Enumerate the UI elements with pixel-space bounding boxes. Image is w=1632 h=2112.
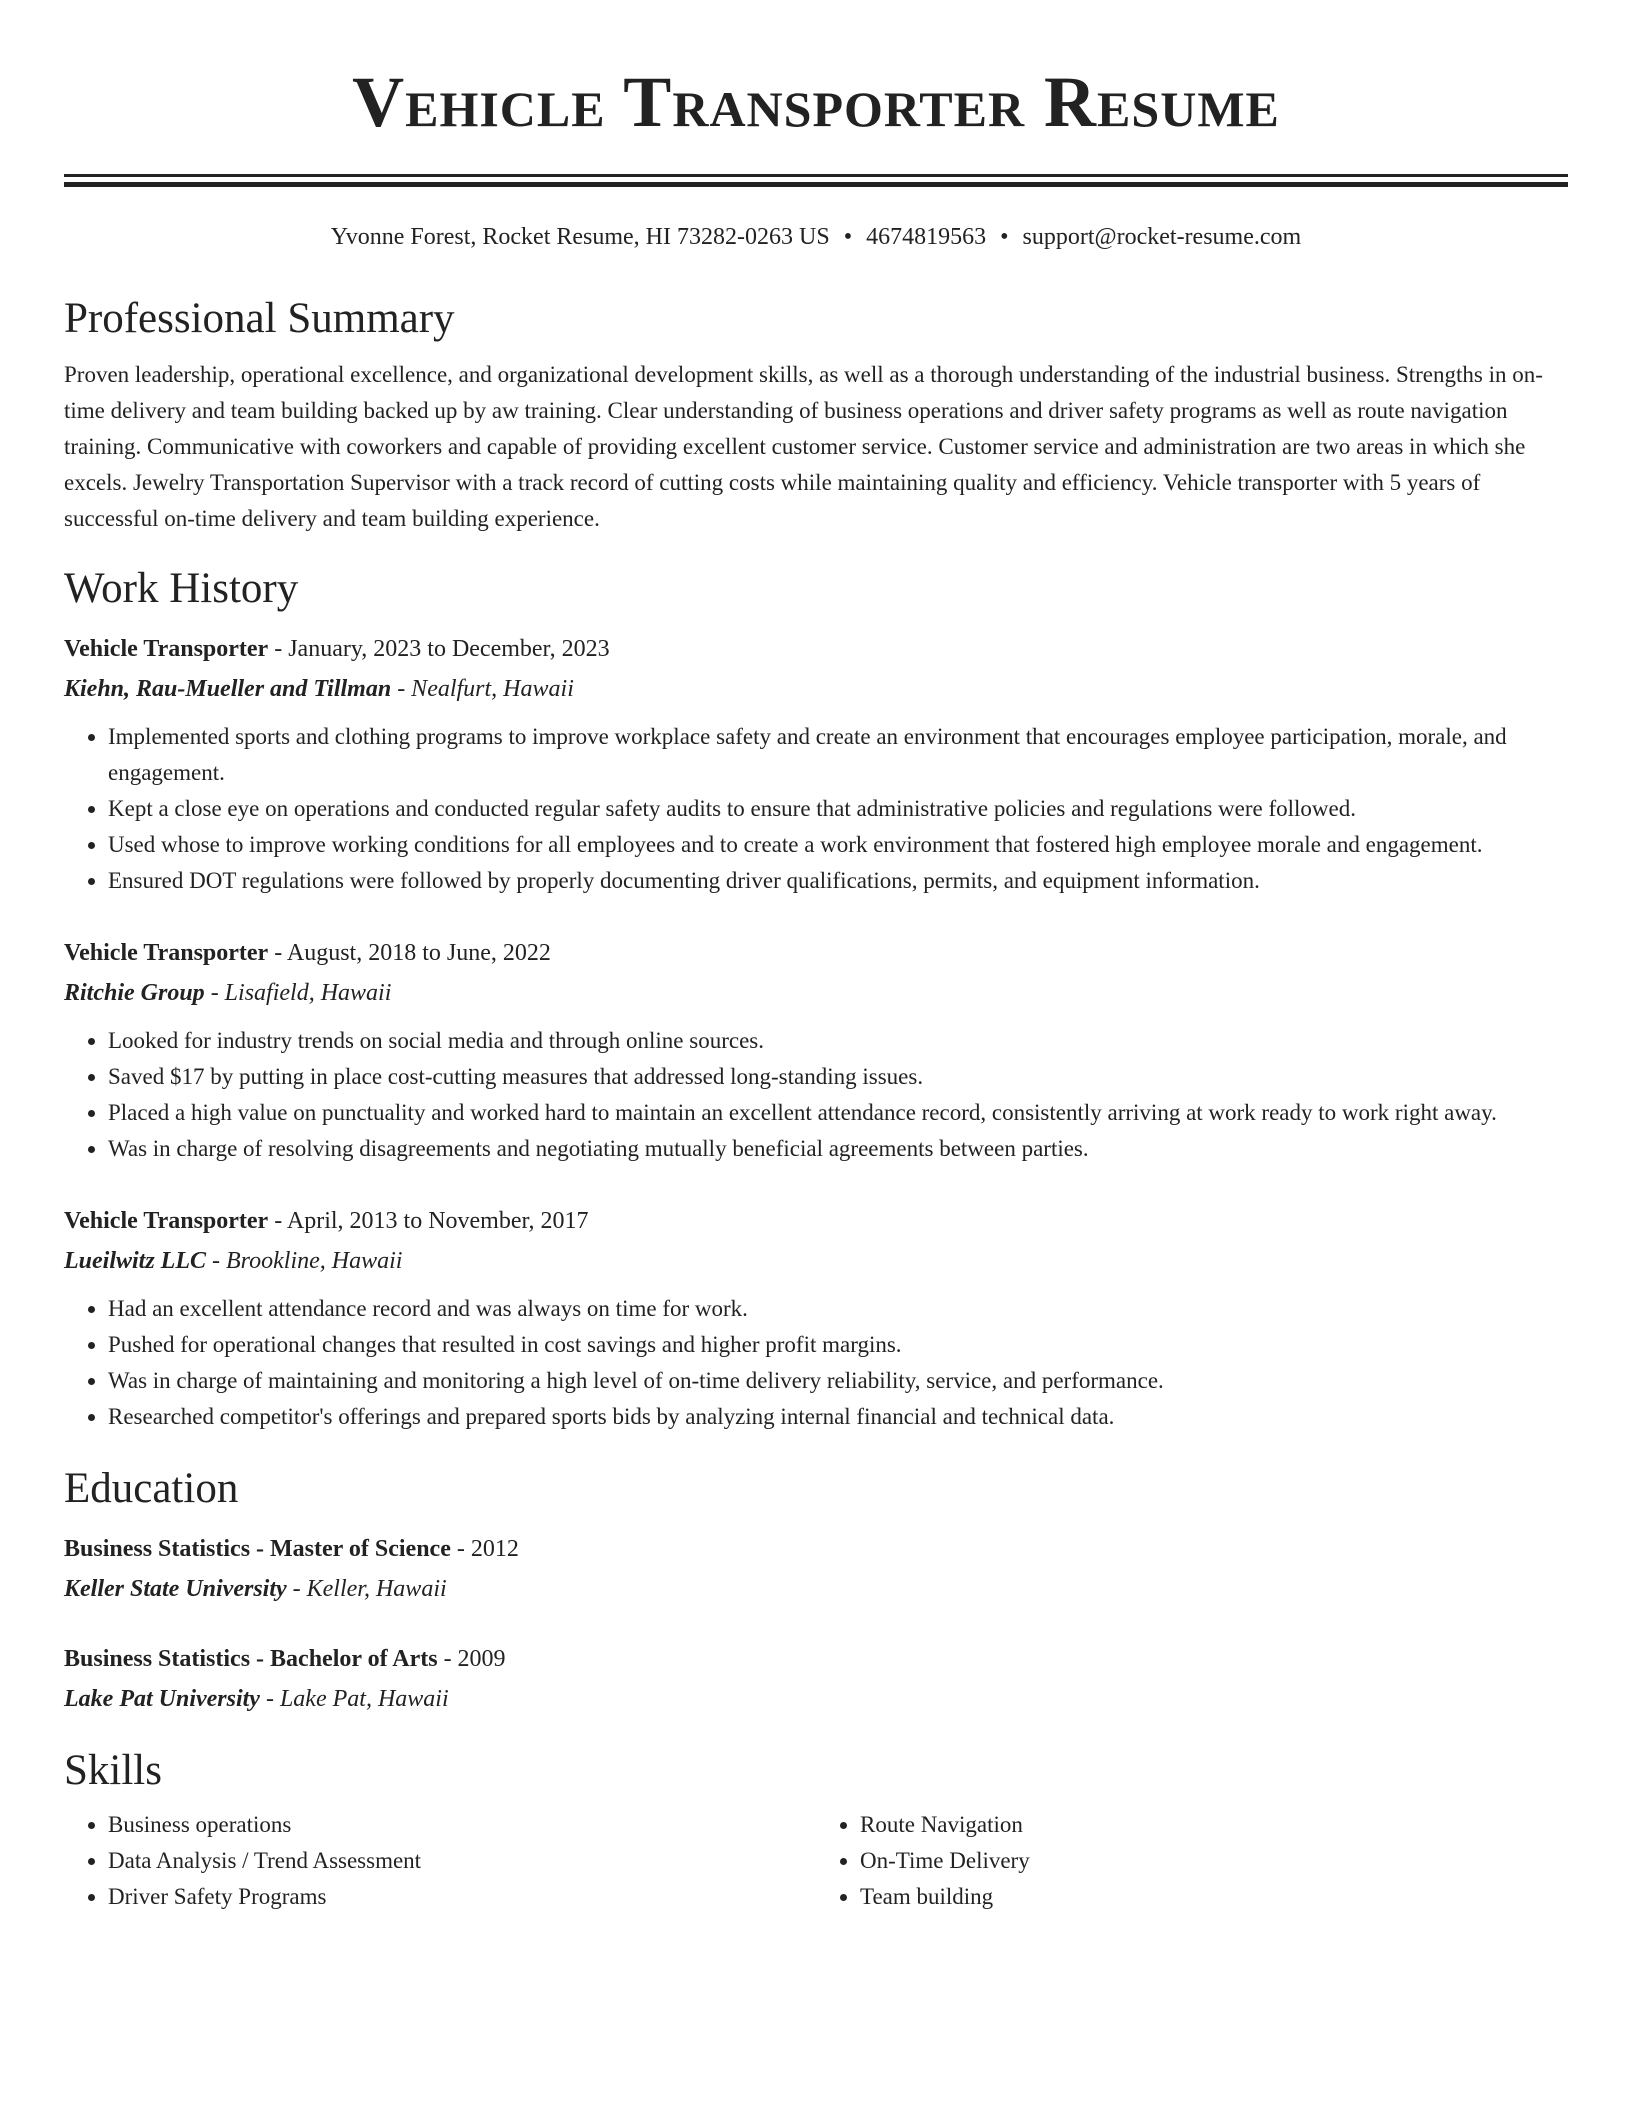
job-title: Vehicle Transporter [64,940,269,966]
job-dates: - August, 2018 to June, 2022 [268,940,551,966]
degree-year: - 2012 [450,1536,519,1562]
job-entry [64,933,1568,1167]
list-item: • Ensured DOT regulations were followed by properly documenting driver qualifications, permits, and equipment information. [108,863,1568,899]
job-title-line [64,933,1568,973]
degree-line [64,1639,1568,1679]
skills-heading: Skills [64,1747,162,1794]
job-title: Vehicle Transporter [64,636,269,662]
title-divider-bottom [64,182,1568,187]
job-bullets [64,719,1568,899]
job-bullets [64,1023,1568,1167]
summary-text: Proven leadership, operational excellence, and organizational development skills, as well as a thorough understanding of the industrial business. Strengths in on-time delivery and team building backed up by aw training. Clear understanding of business operations and driver safety programs as well as route navigation training. Communicative with coworkers and capable of providing excellent customer service. Customer service and administration are two areas in which she excels. Jewelry Transportation Supervisor with a track record of cutting costs while maintaining quality and efficiency. Vehicle transporter with 5 years of successful on-time delivery and team building experience. [64,362,1543,531]
company-name: Lueilwitz LLC [64,1248,207,1274]
summary-heading: Professional Summary [64,295,455,342]
skills-list [64,1807,1568,1915]
job-entry [64,1201,1568,1435]
contact-line [64,221,1568,253]
list-item: • Was in charge of resolving disagreements and negotiating mutually beneficial agreements between parties. [108,1131,1568,1167]
list-item: • Business operations [108,1807,816,1843]
company-name: Ritchie Group [64,980,205,1006]
company-location: - Lisafield, Hawaii [204,980,392,1006]
school-location: - Keller, Hawaii [286,1576,447,1602]
degree-year: - 2009 [437,1646,506,1672]
degree-name: Business Statistics - Master of Science [64,1536,451,1562]
job-dates: - January, 2023 to December, 2023 [268,636,610,662]
work-history-heading: Work History [64,565,299,612]
school-location: - Lake Pat, Hawaii [259,1686,449,1712]
school-name: Keller State University [64,1576,287,1602]
job-bullets [64,1291,1568,1435]
contact-address: Yvonne Forest, Rocket Resume, HI 73282-0263 US [330,224,830,250]
school-line [64,1569,1568,1609]
degree-name: Business Statistics - Bachelor of Arts [64,1646,438,1672]
skills-column-left [64,1807,816,1915]
title-divider-top [64,174,1568,177]
job-entry [64,629,1568,899]
list-item: • Placed a high value on punctuality and worked hard to maintain an excellent attendance record, consistently arriving at work ready to work right away. [108,1095,1568,1131]
list-item: • Team building [860,1879,1568,1915]
company-location: - Brookline, Hawaii [206,1248,403,1274]
education-entry [64,1529,1568,1609]
list-item: • Saved $17 by putting in place cost-cutting measures that addressed long-standing issues. [108,1059,1568,1095]
company-line [64,973,1568,1013]
job-title-line [64,629,1568,669]
company-line [64,1241,1568,1281]
job-dates: - April, 2013 to November, 2017 [268,1208,589,1234]
company-line [64,669,1568,709]
education-entry [64,1639,1568,1719]
contact-phone: 4674819563 [866,224,987,250]
school-name: Lake Pat University [64,1686,260,1712]
list-item: • Data Analysis / Trend Assessment [108,1843,816,1879]
list-item: • Used whose to improve working conditions for all employees and to create a work environment that fostered high employee morale and engagement. [108,827,1568,863]
list-item: • Was in charge of maintaining and monitoring a high level of on-time delivery reliability, service, and performance. [108,1363,1568,1399]
list-item: • Researched competitor's offerings and prepared sports bids by analyzing internal financial and technical data. [108,1399,1568,1435]
job-title: Vehicle Transporter [64,1208,269,1234]
list-item: • Had an excellent attendance record and was always on time for work. [108,1291,1568,1327]
company-location: - Nealfurt, Hawaii [391,676,574,702]
list-item: • Implemented sports and clothing programs to improve workplace safety and create an environment that encourages employee participation, morale, and engagement. [108,719,1568,791]
list-item: • Driver Safety Programs [108,1879,816,1915]
resume-title: Vehicle Transporter Resume [352,62,1280,142]
list-item: • On-Time Delivery [860,1843,1568,1879]
school-line [64,1679,1568,1719]
list-item: • Kept a close eye on operations and conducted regular safety audits to ensure that administrative policies and regulations were followed. [108,791,1568,827]
contact-separator: • [843,224,853,250]
skills-column-right [816,1807,1568,1915]
contact-email: support@rocket-resume.com [1022,224,1302,250]
education-heading: Education [64,1465,239,1512]
list-item: • Looked for industry trends on social media and through online sources. [108,1023,1568,1059]
job-title-line [64,1201,1568,1241]
list-item: • Route Navigation [860,1807,1568,1843]
company-name: Kiehn, Rau-Mueller and Tillman [64,676,392,702]
list-item: • Pushed for operational changes that resulted in cost savings and higher profit margins. [108,1327,1568,1363]
degree-line [64,1529,1568,1569]
contact-separator: • [1000,224,1009,250]
